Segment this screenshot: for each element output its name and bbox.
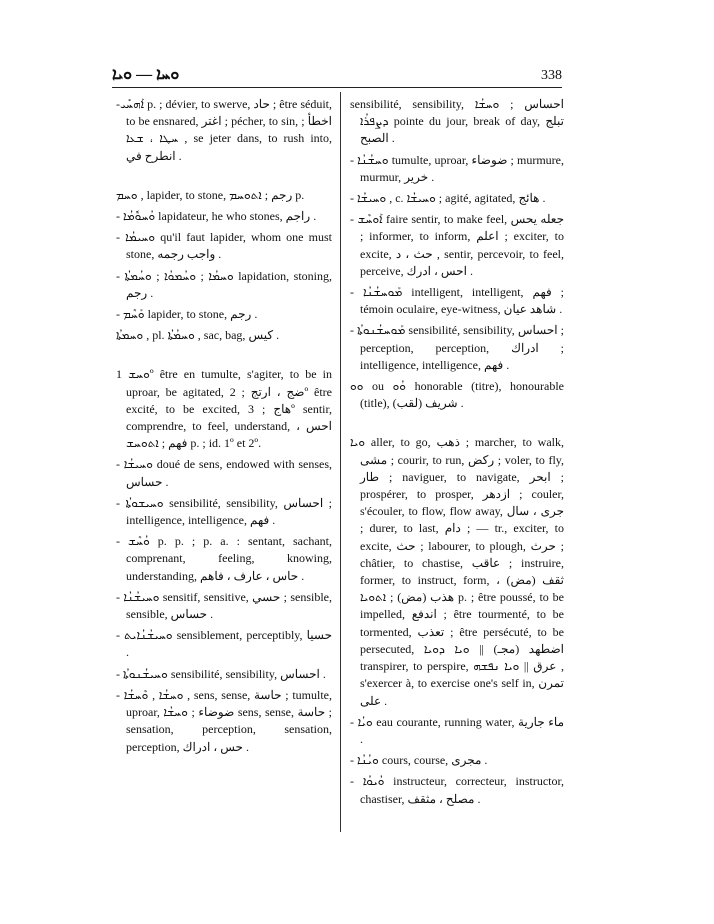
left-column [116,96,332,760]
dictionary-entry: ܘܘ ou ܘܳܘ honorable (titre), honourable (title), شريف (لقب) . [350,379,565,411]
dictionary-entry: ܘܚܡܬܳܐ , pl. ܘܚܡܳܬܳܐ , sac, bag, كيس . [116,328,280,343]
dictionary-entry: ܘܚܡ , lapider, to stone, رجم ; ܐܬܘܚܡ p. [116,187,305,202]
right-column [350,96,564,812]
dictionary-entry: - ܘܳܚܘܽܡܳܐ lapidateur, he who stones, راجم . [116,209,317,224]
dictionary-entry: ܘܚܫ 1º être en tumulte, s'agiter, to be in uproar, be agitated, ضج ، ارتج ; 2º être excité, to be excited, هاج ; 3º sentir, comprendre, to feel, understand, احس ، فهم ; ܐܬܘܚܫ p. ; id. 1º et 2º. [116,367,333,451]
dictionary-entry: - ܘܰܚܶܡ lapider, to stone, رجم . [116,307,258,322]
dictionary-entry: - ܡܰܘܚܫܳܢܳܐ intelligent, intelligent, فهم ; témoin oculaire, eye-witness, شاهد عيان . [350,285,564,317]
dictionary-entry: - ܘܚܝܫܳܐ doué de sens, endowed with senses, حساس . [116,457,332,489]
header-rule [112,87,562,88]
dictionary-entry: - ܘܚܫܳܢܳܐ tumulte, uproar, ضوضاء ; murmure, murmur, خرير . [350,152,565,184]
dictionary-entry: - ܘܝܳܐ eau courante, running water, ماء جارية . [350,714,564,746]
dictionary-entry: sensibilité, sensibility, احساس ; ܘܚܫܳܐ ܕܨܦܪܳܐ pointe du jour, break of day, تبلج الصبح . [350,97,564,146]
dictionary-entry: - ܘܳܚܶܫ p. p. ; p. a. : sentant, sachant, comprenant, feeling, knowing, understanding, حاس ، عارف ، فاهم . [116,534,332,583]
page-header [112,66,562,86]
page-number: 338 [541,68,562,83]
dictionary-entry: - ܘܚܝܫܳܐ , c. ܘܚܝܫܳܐ ; agité, agitated, هائج . [350,191,546,206]
dictionary-entry: - ܡܰܘܚܫܳܢܘܬܳܐ sensibilité, sensibility, احساس ; perception, perception, ادراك ; intelligence, intelligence, فهم . [350,323,565,372]
dictionary-entry: - ܘܚܝܡܳܐ qu'il faut lapider, whom one must stone, واجب رجمه . [116,230,332,262]
dictionary-entry: - ܘܚܝܫܘܬܳܐ sensibilité, sensibility, احساس ; intelligence, intelligence, فهم . [116,495,333,528]
dictionary-entry: - ܘܚܫܳܐ , ܘܶܚܫܳܐ , sens, sense, حاسة ; tumulte, uproar, ضوضاء ; ܘܚܫܳܐ sens, sense, حاسة ; sensation, perception, sensation, perception, حس ، ادراك . [116,687,333,754]
dictionary-entry: - ܘܚܡܳܐ ; ܘܚܳܡܘܳܐ ; ܘܚܳܡܬܳܐ lapidation, stoning, رجم . [116,268,333,300]
dictionary-entry: - ܘܚܝܫܳܢܳܐ sensitif, sensitive, حسي ; sensible, sensible, حساس . [116,589,333,622]
dictionary-entry: -ܐܰܗܚܺܝ p. ; dévier, to swerve, حاد ; être séduit, to be ensnared, اغتر ; pécher, to sin, اخطأ ; ܚܛܐ ، ܫܥܐ , se jeter dans, to rush into, انطرح في . [116,97,333,163]
dictionary-entry: - ܘܳܝܘܳܐ instructeur, correcteur, instructor, chastiser, مصلح ، مثقف . [350,774,564,806]
dictionary-entry: - ܘܚܝܫܳܢܳܐܝܬ sensiblement, perceptibly, حسيا . [116,628,332,660]
dictionary-entry: ܘܝܐ aller, to go, ذهب ; marcher, to walk, مشى ; courir, to run, ركض ; voler, to fly, طار ; naviguer, to navigate, ابحر ; prospérer, to prosper, ازدهر ; couler, s'écouler, to flow, flow away, جرى ، سال ; durer, to last, دام ; — tr., exciter, to excite, حث ; labourer, to plough, حرث ; châtier, to chastise, عاقب ; instruire, former, to instruct, form, ثقف (مض) ، هذب (مض) ; ܐܬܘܝܐ p. ; être poussé, to be impelled, اندفع ; être tourmenté, to be tormented, تعذب ; être persécuté, to be persecuted, اضطهد (مجـ) || ܘܝܐ ܕܘܝܐ transpirer, to perspire, عرق || ܘܝܐ ܢܦܫܗ , s'exercer à, to exercise one's self in, تمرن على . [350,435,565,708]
running-head: ܘܚܐ — ܘܝܐ [112,66,180,83]
dictionary-entry: - ܘܚܝܫܳܢܘܬܳܐ sensibilité, sensibility, احساس . [116,666,326,681]
column-divider [340,92,341,832]
dictionary-entry: - ܘܝܳܢܳܐ cours, course, مجرى . [350,753,488,768]
dictionary-entry: - ܐܰܘܚܶܫ faire sentir, to make feel, جعله يحس ; informer, to inform, اعلم ; exciter, to excite, حث ، د , sentir, percevoir, to feel, perceive, احس ، ادرك . [350,212,565,278]
